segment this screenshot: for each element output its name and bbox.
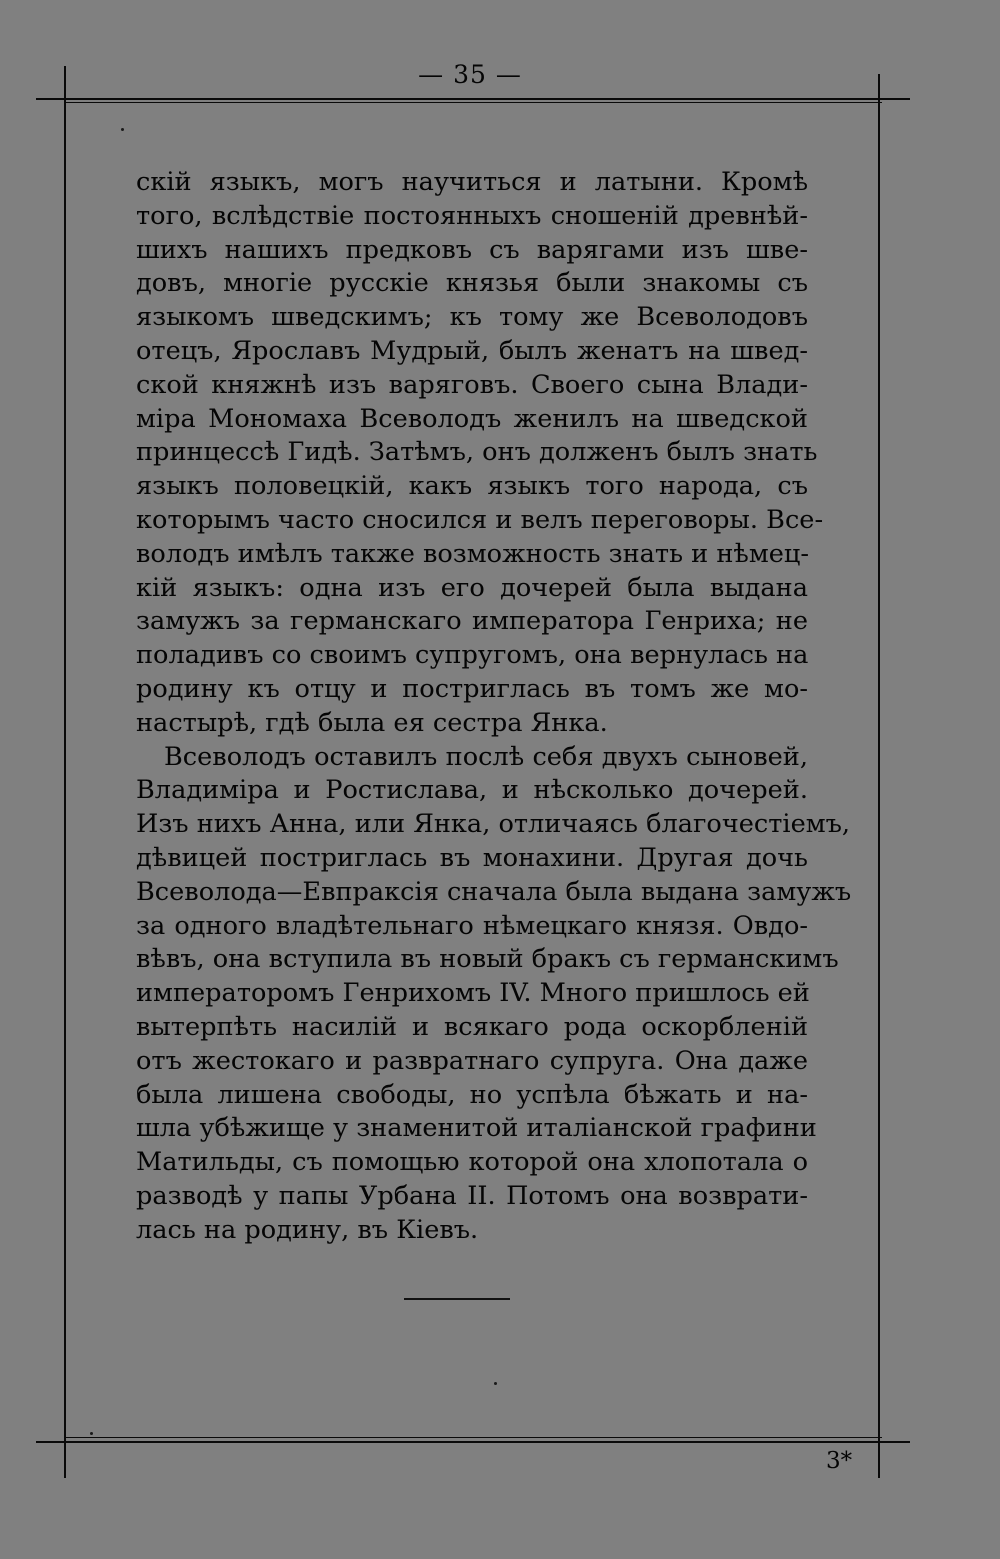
bottom-rule bbox=[36, 1441, 910, 1443]
text-line: Матильды, съ помощью которой она хлопотала о bbox=[136, 1147, 808, 1178]
text-line: кій языкъ: одна изъ его дочерей была выдана bbox=[136, 572, 808, 603]
text-line: за одного владѣтельнаго нѣмецкаго князя. Овдо- bbox=[136, 910, 808, 941]
text-line: была лишена свободы, но успѣла бѣжать и на- bbox=[136, 1079, 808, 1110]
text-line: разводѣ у папы Урбана II. Потомъ она возврати- bbox=[136, 1180, 808, 1211]
scan-speck bbox=[90, 1432, 93, 1435]
text-line: принцессѣ Гидѣ. Затѣмъ, онъ долженъ былъ знать bbox=[136, 437, 818, 468]
text-line: довъ, многіе русскіе князья были знакомы съ bbox=[136, 268, 808, 299]
text-line: которымъ часто сносился и велъ переговоры. Все- bbox=[136, 504, 824, 535]
body-text bbox=[136, 166, 852, 1248]
right-margin-line bbox=[878, 74, 880, 1478]
text-line: поладивъ со своимъ супругомъ, она вернулась на bbox=[136, 640, 809, 671]
text-line: императоромъ Генрихомъ IV. Много пришлось ей bbox=[136, 978, 810, 1009]
text-line: дѣвицей постриглась въ монахини. Другая дочь bbox=[136, 842, 808, 873]
left-margin-line bbox=[64, 66, 66, 1478]
text-line: родину къ отцу и постриглась въ томъ же мо- bbox=[136, 673, 808, 704]
text-line: того, вслѣдствіе постоянныхъ сношеній древнѣй- bbox=[136, 200, 808, 231]
text-line: Владиміра и Ростислава, и нѣсколько дочерей. bbox=[136, 775, 808, 806]
text-line: отецъ, Ярославъ Мудрый, былъ женатъ на швед- bbox=[136, 335, 808, 366]
top-rule-inner bbox=[64, 102, 882, 103]
scan-speck bbox=[494, 1382, 497, 1385]
text-line: Изъ нихъ Анна, или Янка, отличаясь благочестіемъ, bbox=[136, 809, 851, 840]
text-line: Всеволодъ оставилъ послѣ себя двухъ сыновей, bbox=[164, 741, 808, 772]
text-line: вѣвъ, она вступила въ новый бракъ съ германскимъ bbox=[136, 944, 839, 975]
top-rule bbox=[36, 98, 910, 100]
text-line: замужъ за германскаго императора Генриха; не bbox=[136, 606, 808, 637]
text-line: скій языкъ, могъ научиться и латыни. Кромѣ bbox=[136, 167, 808, 197]
text-line: настырѣ, гдѣ была ея сестра Янка. bbox=[136, 707, 608, 738]
section-end-rule bbox=[404, 1298, 510, 1300]
text-line: вытерпѣть насилій и всякаго рода оскорбленій bbox=[136, 1011, 808, 1042]
text-line: Всеволода—Евпраксія сначала была выдана замужъ bbox=[136, 876, 852, 907]
text-line: шла убѣжище у знаменитой италіанской графини bbox=[136, 1113, 817, 1144]
text-line: языкомъ шведскимъ; къ тому же Всеволодовъ bbox=[136, 302, 808, 333]
text-line: лась на родину, въ Кіевъ. bbox=[136, 1214, 479, 1245]
text-line: шихъ нашихъ предковъ съ варягами изъ шве- bbox=[136, 234, 808, 265]
text-line: языкъ половецкій, какъ языкъ того народа, съ bbox=[136, 471, 808, 502]
scan-speck bbox=[121, 128, 124, 131]
text-line: володъ имѣлъ также возможность знать и нѣмец- bbox=[136, 538, 809, 569]
page-number: — 35 — bbox=[418, 60, 522, 89]
bottom-rule-inner bbox=[64, 1437, 882, 1438]
text-line: ской княжнѣ изъ варяговъ. Своего сына Влади- bbox=[136, 369, 808, 400]
text-line: міра Мономаха Всеволодъ женилъ на шведской bbox=[136, 403, 808, 434]
printer-signature: 3* bbox=[826, 1448, 853, 1474]
text-line: отъ жестокаго и развратнаго супруга. Она даже bbox=[136, 1045, 808, 1076]
